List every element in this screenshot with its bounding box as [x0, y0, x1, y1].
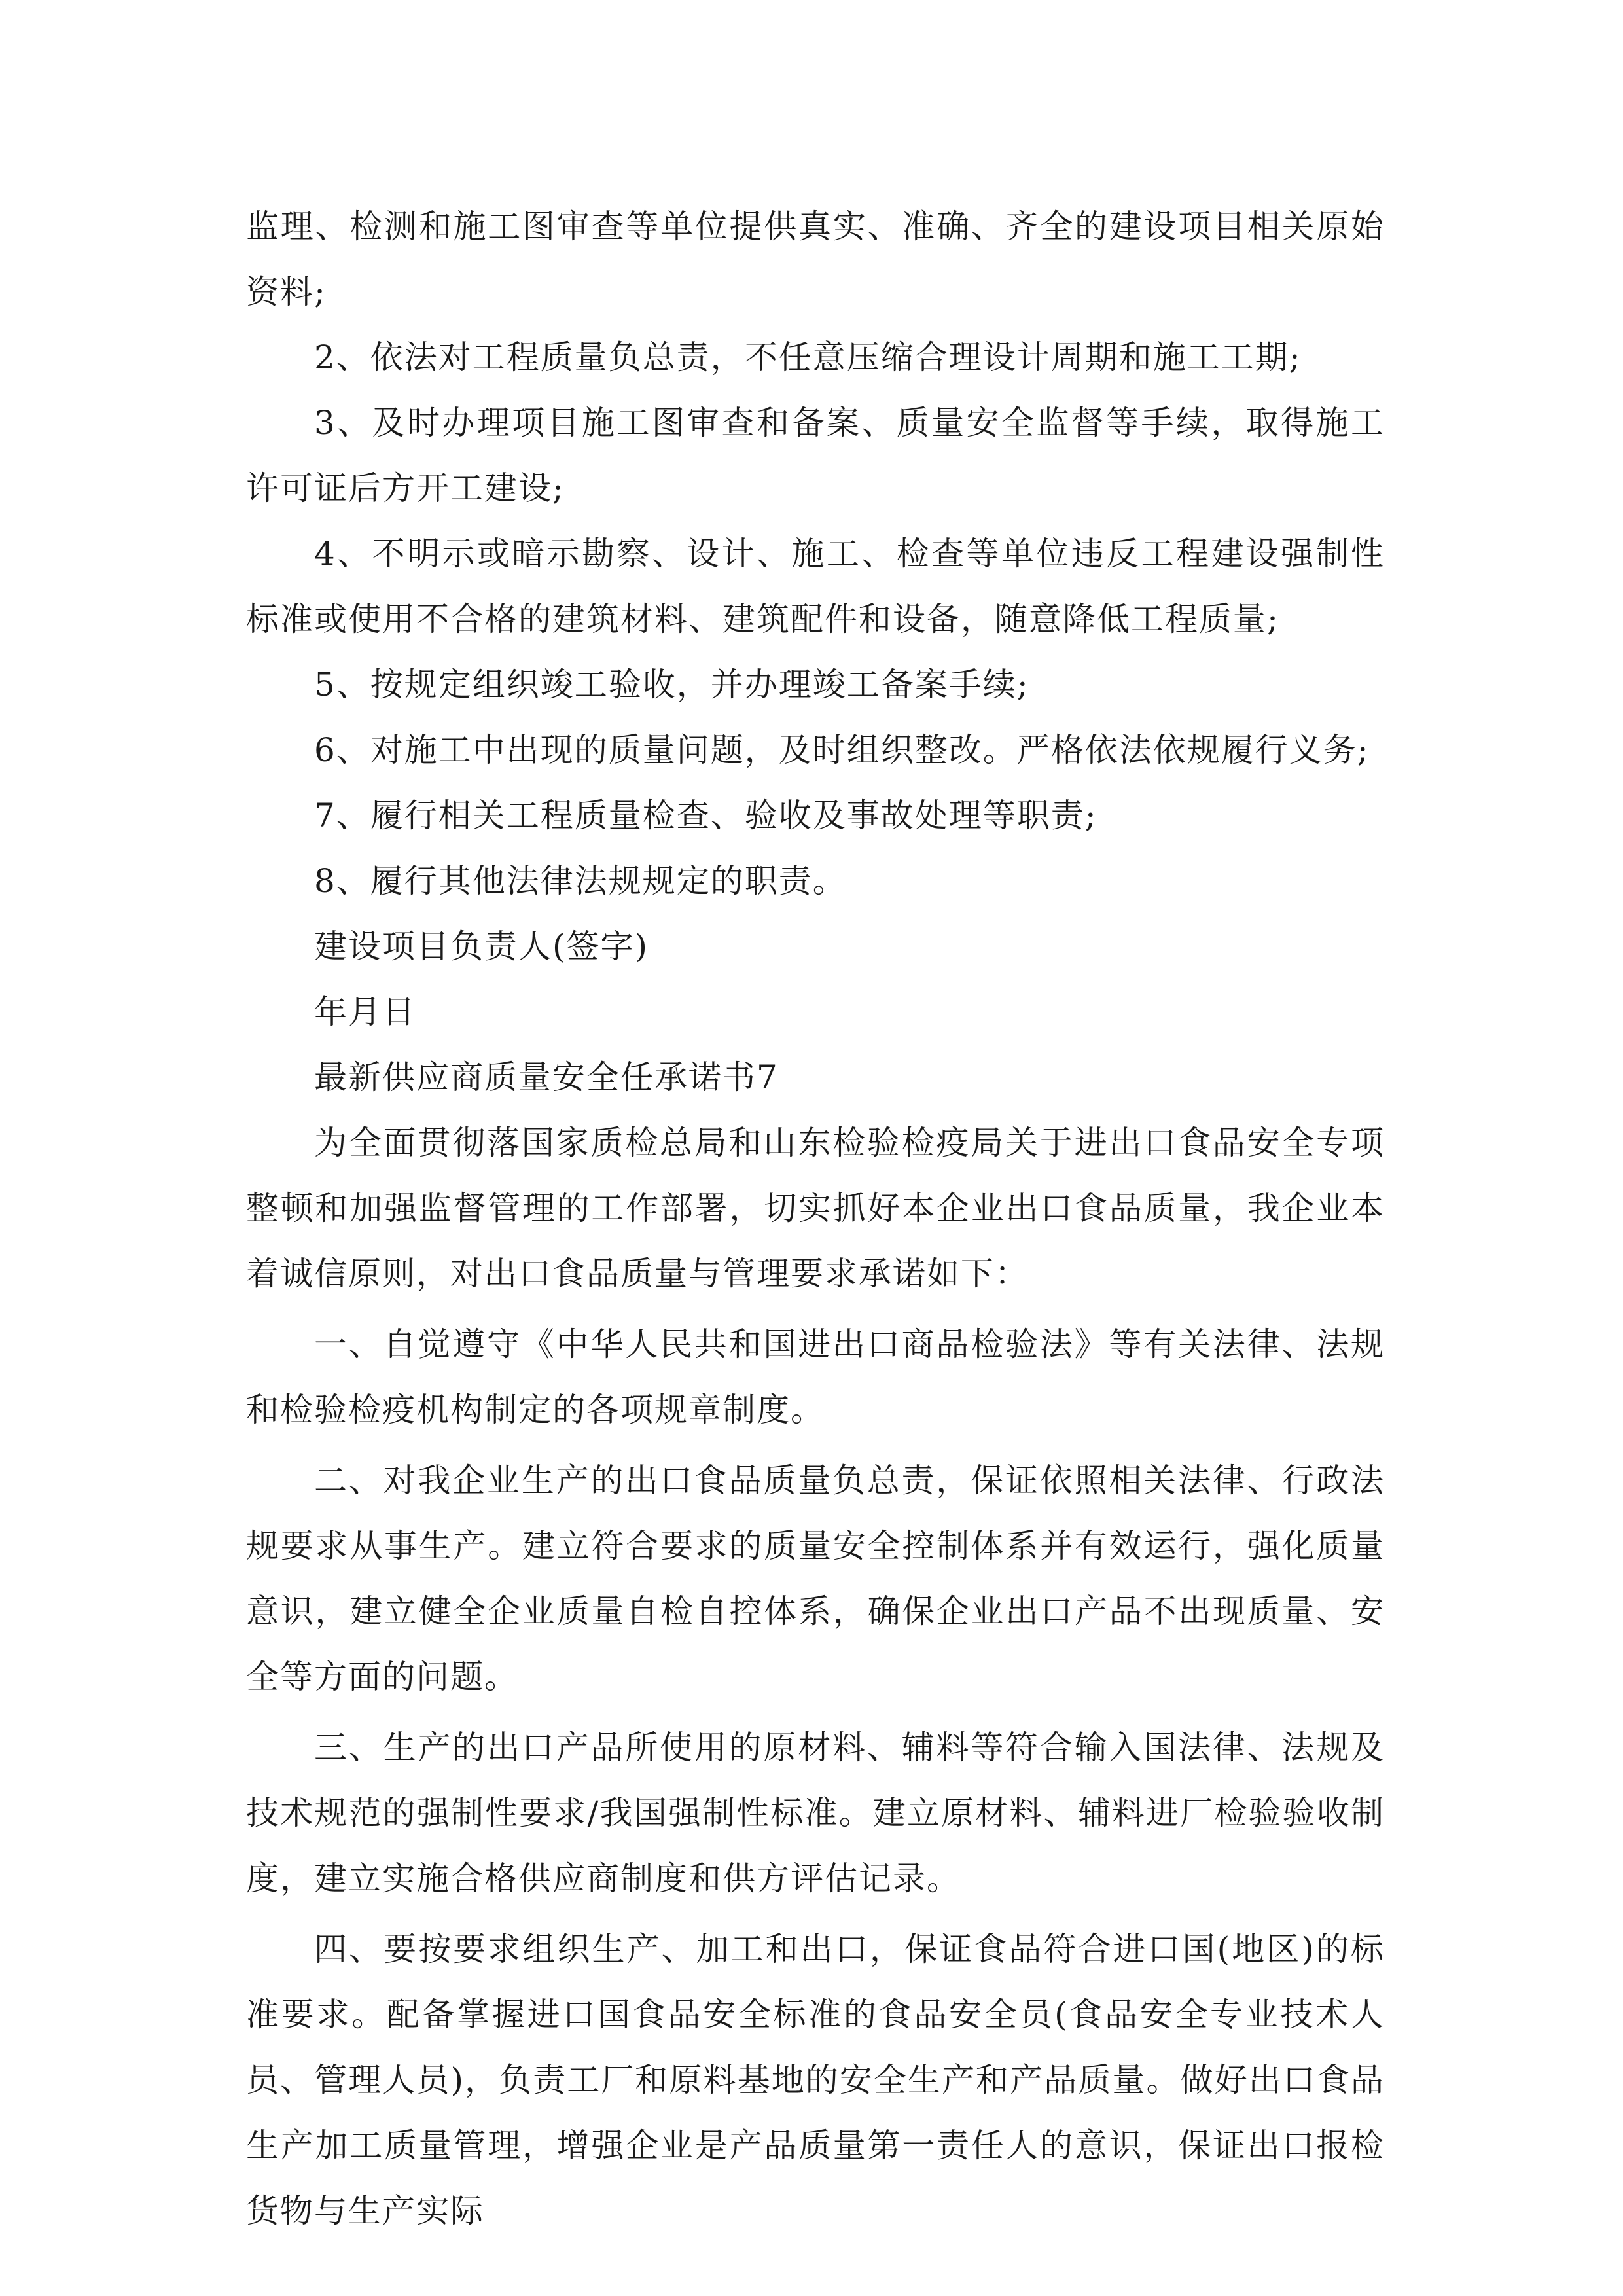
paragraph-item-2: 2、依法对工程质量负总责，不任意压缩合理设计周期和施工工期; — [314, 338, 1302, 376]
section-title: 最新供应商质量安全任承诺书7 — [314, 1058, 779, 1096]
signature-line: 建设项目负责人(签字) — [314, 927, 649, 965]
paragraph-item-8: 8、履行其他法律法规规定的职责。 — [314, 862, 847, 900]
paragraph-clause-4: 四、要按要求组织生产、加工和出口，保证食品符合进口国(地区)的标准要求。配备掌握进口国食品安全标准的食品安全员(食品安全专业技术人员、管理人员)，负责工厂和原料基地的安全生产和产品质量。做好出口食品生产加工质量管理，增强企业是产品质量第一责任人的意识，保证出口报检货物与生产实际 — [246, 1930, 1385, 2230]
paragraph-clause-1: 一、自觉遵守《中华人民共和国进出口商品检验法》等有关法律、法规和检验检疫机构制定的各项规章制度。 — [246, 1325, 1385, 1429]
document-body — [246, 194, 1385, 2244]
paragraph-item-7: 7、履行相关工程质量检查、验收及事故处理等职责; — [314, 797, 1097, 834]
paragraph-item-5: 5、按规定组织竣工验收，并办理竣工备案手续; — [314, 666, 1029, 704]
paragraph-item-4: 4、不明示或暗示勘察、设计、施工、检查等单位违反工程建设强制性标准或使用不合格的建筑材料、建筑配件和设备，随意降低工程质量; — [246, 535, 1385, 638]
paragraph-intro: 为全面贯彻落国家质检总局和山东检验检疫局关于进出口食品安全专项整顿和加强监督管理的工作部署，切实抓好本企业出口食品质量，我企业本着诚信原则，对出口食品质量与管理要求承诺如下： — [246, 1124, 1385, 1293]
paragraph-clause-3: 三、生产的出口产品所使用的原材料、辅料等符合输入国法律、法规及技术规范的强制性要求/我国强制性标准。建立原材料、辅料进厂检验验收制度，建立实施合格供应商制度和供方评估记录。 — [246, 1729, 1385, 1897]
paragraph-clause-2: 二、对我企业生产的出口食品质量负总责，保证依照相关法律、行政法规要求从事生产。建立符合要求的质量安全控制体系并有效运行，强化质量意识，建立健全企业质量自检自控体系，确保企业出口产品不出现质量、安全等方面的问题。 — [246, 1462, 1385, 1696]
paragraph-item-3: 3、及时办理项目施工图审查和备案、质量安全监督等手续，取得施工许可证后方开工建设; — [246, 404, 1385, 507]
paragraph-item-6: 6、对施工中出现的质量问题，及时组织整改。严格依法依规履行义务; — [314, 731, 1370, 769]
date-line: 年月日 — [314, 993, 416, 1031]
paragraph-continuation: 监理、检测和施工图审查等单位提供真实、准确、齐全的建设项目相关原始资料; — [246, 207, 1385, 311]
